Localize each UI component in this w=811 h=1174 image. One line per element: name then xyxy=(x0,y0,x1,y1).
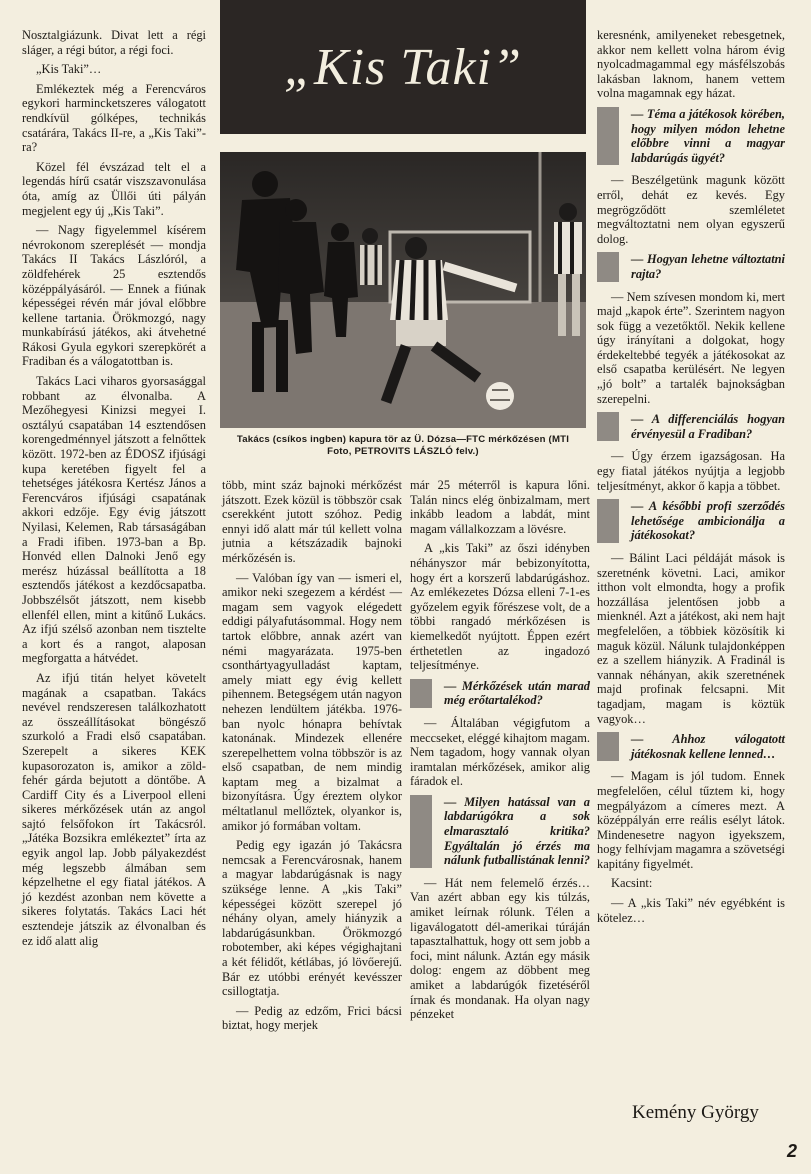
paragraph: — Beszélgetünk magunk között erről, dehát ez kevés. Egy megrögződött szemléletet megváltoztatni nem olyan egyszerű dolog. xyxy=(597,173,785,246)
paragraph: Emlékeztek még a Ferencváros egykori harmincketszeres válogatott rendkívül gólképes, technikás csatárára, Takács II-re, a „Kis Taki”-ra? xyxy=(22,81,206,155)
paragraph: Az ifjú titán helyet követelt magának a csapatban. Takács nevével rendszeresen találkozhatott az összeállításokat böngésző szurkoló a Fradi első csapatában. Szerepelt a sikeres KEK kupasorozaton is, amikor a zöld-fehér gárda bejutott a döntőbe. A Cardiff City és a Liverpool elleni sikeres mérkőzések után az angol sajtó felsőfokon írt Takácsról. „Játéka Bozsikra emlékeztet” írta az egyik angol lap. Jobb pályakezdést még legszebb álmában sem képzelhetne el egy fiatal játékos. A jó kezdést azonban nem követte a sikeres folytatás. Takács Laci hét esztendeje játszik az élvonalban és ez idő alatt alig xyxy=(22,670,206,948)
question-box: — Téma a játékosok körében, hogy milyen módon lehetne előbbre vinni a magyar labdarúgás ügyét? xyxy=(597,107,785,165)
paragraph: — Általában végigfutom a meccseket, eléggé kihajtom magam. Nem tagadom, hogy vannak olyan iramtalan mérkőzések, amikor alig fáradok el. xyxy=(410,715,590,789)
paragraph: Kacsint: xyxy=(611,876,653,891)
author-signature: Kemény György xyxy=(632,1102,759,1123)
paragraph: — A „kis Taki” név egyébként is kötelez… xyxy=(597,896,785,925)
paragraph: — Hát nem felemelő érzés… Van azért abban egy kis túlzás, amiket leírnak rólunk. Télen a ligaválogatott dél-amerikai túráján tapasztalhattuk, hogy ott sem jobb a foci, mint nálunk. Aztán egy másik dolog: engem az döbbent meg amiket a labdarúgók fizetéséről írnak és mondanak. Ha olyan nagy pénzeket xyxy=(410,875,590,1022)
column-4 xyxy=(597,28,785,930)
question-box: — A differenciálás hogyan érvényesül a Fradiban? xyxy=(597,412,785,441)
paragraph: — Nagy figyelemmel kísérem névrokonom szereplését — mondja Takács II Takács Lászlóról, a zöldfehérek 25 esztendős középpályásáról. — Ennek a fiúnak képességei révén már jóval előbbre kellene tartania. Örökmozgó, nagy munkabírású játékos, aki átvehetné Rákosi Gyula egykori szerepkörét a Fradiban és a válogatottban is. xyxy=(22,223,206,369)
photo-caption: Takács (csíkos ingben) kapura tör az Ü. Dózsa—FTC mérkőzésen (MTI Foto, PETROVITS LÁSZLÓ felv.) xyxy=(236,434,570,457)
question-box: — A későbbi profi szerződés lehetősége ambicionálja a játékosokat? xyxy=(597,499,785,543)
match-photo xyxy=(220,152,586,428)
football-photo-illustration xyxy=(220,152,586,428)
article-title: „Kis Taki” xyxy=(284,38,522,96)
paragraph: — Magam is jól tudom. Ennek megfelelően, célul tűztem ki, hogy megpályázom a címeres mezt. A középpályán erre reális esélyt látok. Mindenesetre nagyon igyekszem, hogy felhívjam magamra a szövetségi kapitány figyelmét. xyxy=(597,769,785,871)
paragraph: — Pedig az edzőm, Frici bácsi biztat, hogy merjek xyxy=(222,1003,402,1033)
paragraph: Takács Laci viharos gyorsasággal robbant az élvonalba. A Mezőhegyesi Kinizsi megyei I. osztályú csapatában 14 esztendősen korengedménnyel játszott a felnőttek között. 1972-ben az ÉDOSZ ifjúsági kupa keretében figyelt fel a tehetséges játékosra Kertész János a Ferencváros ifjúsági csapatának akkori edzője. Egy évig játszott Nyilasi, Kelemen, Rab társaságában a Fradi ifiben. 1973-ban a Bp. Honvéd ellen Dalnoki Jenő egy merész húzással beállította a 18 esztendős játékost a kezdőcsapatba. Jobbszélsőt játszott, nem kisebb ellenfél ellen, mint a kitűnő Lukács. Az ifjú szélső azonban nem tisztelte a kort és a rangot, alaposan megforgatta a hátvédet. xyxy=(22,374,206,666)
column-3 xyxy=(410,478,590,1027)
paragraph: Közel fél évszázad telt el a legendás hírű csatár viszszavonulása óta, amíg az Üllői úti pályán megjelent egy új „Kis Taki”. xyxy=(22,159,206,218)
paragraph: — Valóban így van — ismeri el, amikor neki szegezem a kérdést — magam sem vagyok elégedett eddigi pályafutásommal. Hogy nem tartok előbbre, annak azért van némi magyarázata. 1975-ben csonthártyagyulladást kaptam, amely miatt egy évig kellett pihennem. Betegségem után nagyon nehezen lendültem játékba. 1976-ban nyolc hónapra behívtak katonának. Mindezek ellenére szerepelhettem volna többször is az első csapatban, de nem mindig kaptam meg a bizalmat a bizonyításra. Úgy éreztem olykor méltatlanul mellőztek, olyankor is, amikor jó formában voltam. xyxy=(222,570,402,833)
column-2 xyxy=(222,478,402,1038)
paragraph: „Kis Taki”… xyxy=(36,62,102,77)
title-banner xyxy=(220,0,586,134)
paragraph: Pedig egy igazán jó Takácsra nemcsak a Ferencvárosnak, hanem a magyar labdarúgásnak is nagy szüksége lenne. A „kis Taki” képességei között szerepel jó néhány olyan, amely hiányzik a labdarúgásunkban. Örökmozgó robotember, aki képes végighajtani a két félidőt, kétlábas, jó lövőerejű. Bár ez utóbbi erényét kevésszer csillogtatja. xyxy=(222,838,402,999)
paragraph: Nosztalgiázunk. Divat lett a régi sláger, a régi bútor, a régi foci. xyxy=(22,28,206,57)
paragraph: — Nem szívesen mondom ki, mert majd „kapok érte”. Szerintem nagyon sok függ a vezetőktől. Nekik kellene úgy irányítani a dolgokat, hogy érdekeltebbé tegyék a játékosokat az első csapatba kerülésért. Ne legyen „jó bolt” a tartalék bajnokságban szerepelni. xyxy=(597,289,785,406)
paragraph: A „kis Taki” az őszi idényben néhányszor már bebizonyította, hogy ért a korszerű labdarúgáshoz. Az emlékezetes Dózsa elleni 7-1-es győzelem egyik főrészese volt, de a többi rangadó mérkőzésen is kiemelkedőt nyújtott. Éppen ezért érthetetlen az ingadozó teljesítménye. xyxy=(410,541,590,673)
paragraph: — Úgy érzem igazságosan. Ha egy fiatal játékos nyújtja a legjobb teljesítményt, akkor ő kapja a többet. xyxy=(597,449,785,493)
column-1 xyxy=(22,28,206,953)
paragraph: keresnénk, amilyeneket rebesgetnek, akkor nem kellett volna három évig nyolcadmagammal egy másfélszobás lakásban laknom, hanem vettem volna magamnak egy házat. xyxy=(597,28,785,101)
paragraph: több, mint száz bajnoki mérkőzést játszott. Ezek közül is többször csak cserekként jutott szóhoz. Pedig ennyi idő alatt már túl kellett volna jutnia a kétszázadik bajnoki mérkőzésén is. xyxy=(222,478,402,565)
paragraph: már 25 méterről is kapura lőni. Talán nincs elég önbizalmam, mert inkább leadom a labdát, mint magam vállalkozzam a lövésre. xyxy=(410,478,590,536)
question-box: — Milyen hatással van a labdarúgókra a sok elmarasztaló kritika? Egyáltalán jó érzés ma nálunk futballistának lenni? xyxy=(410,795,590,868)
page-number: 2 xyxy=(786,1141,797,1161)
paragraph: — Bálint Laci példáját mások is szeretnénk követni. Laci, amikor itthon volt elmondta, hogy a profik hozzállása jelentősen jobb a mienknél. Azt a játékost, aki nem hajt megfelelően, a többiek közösítik ki maguk közül. Nálunk tulajdonképpen ez a szellem hiányzik. A Fradinál is vannak néhányan, akik szeretnének majd profinak felcsapni. Mit tagadjam, magam is köztük vagyok… xyxy=(597,551,785,726)
question-box: — Hogyan lehetne változtatni rajta? xyxy=(597,252,785,281)
question-box: — Mérkőzések után marad még erőtartalékod? xyxy=(410,679,590,708)
question-box: — Ahhoz válogatott játékosnak kellene lenned… xyxy=(597,732,785,761)
